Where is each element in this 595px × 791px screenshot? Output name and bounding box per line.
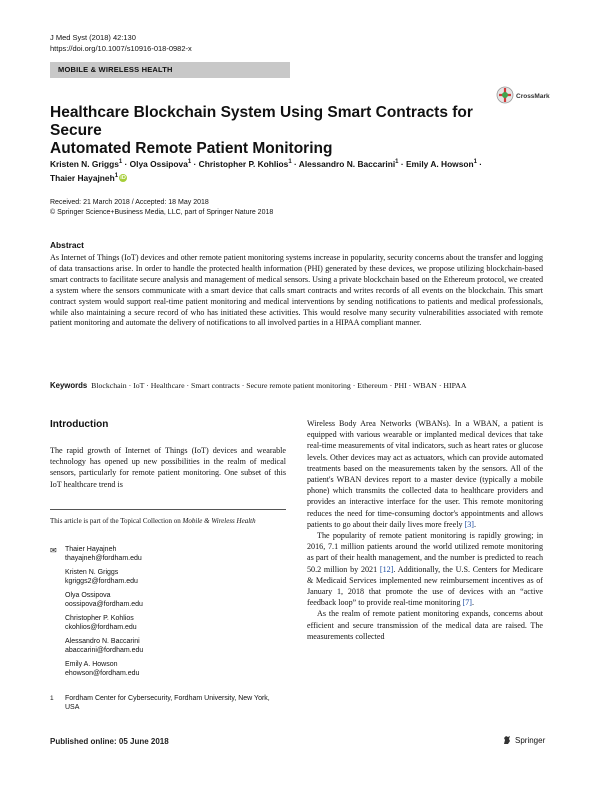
contact-item: Christopher P. Kohlios ckohlios@fordham.edu	[65, 615, 137, 631]
email-icon: ✉	[50, 546, 57, 555]
section-band	[50, 62, 290, 78]
contact-item: Alessandro N. Baccarini abaccarini@fordham.edu	[65, 638, 144, 654]
author[interactable]: Thaier Hayajneh$^1$	[50, 172, 119, 183]
introduction-heading: Introduction	[50, 419, 109, 430]
crossmark-logo[interactable]	[496, 84, 556, 106]
journal-citation: J Med Syst (2018) 42:130	[50, 33, 136, 42]
paragraph: Wireless Body Area Networks (WBANs). In a WBAN, a patient is equipped with various wearable or implanted medical devices that take real-time measurements of vital indicators, such as heart rates or glucose levels. Other devices may act as actuators, which can provide automated treatments based on the measurements taken by the sensors. All of the patient's WBAN devices report to a master device (typically a mobile phone) which transmits the collected data to healthcare providers and provides an interactive interface for the user. This remote monitoring reduces the need for time-consuming doctor's appointments and allows patients to go about their daily lives more freely [3].	[307, 419, 543, 529]
author[interactable]: Christopher P. Kohlios$^1$	[198, 158, 292, 169]
keywords-list: Blockchain · IoT · Healthcare · Smart contracts · Secure remote patient monitoring · Ethereum · PHI · WBAN · HIPAA	[91, 381, 467, 390]
citation-link[interactable]: [3]	[464, 519, 474, 529]
right-column	[307, 418, 543, 642]
abstract-heading: Abstract	[50, 240, 84, 250]
contact-item: Kristen N. Griggs kgriggs2@fordham.edu	[65, 569, 138, 585]
left-column	[50, 445, 286, 490]
topical-collection-note: This article is part of the Topical Collection on Mobile & Wireless Health	[50, 517, 256, 525]
article-dates	[50, 198, 273, 218]
author[interactable]: Emily A. Howson$^1$	[405, 158, 477, 169]
received-accepted: Received: 21 March 2018 / Accepted: 18 May 2018	[50, 199, 209, 206]
contact-item: Emily A. Howson ehowson@fordham.edu	[65, 661, 140, 677]
paragraph: The popularity of remote patient monitoring is rapidly growing; in 2016, 7.1 million patients around the world utilized remote monitoring as part of their health management, and the number is predicted to reach 50.2 million by 2021 [12]. Additionally, the U.S. Centers for Medicare & Medicaid Services implemented new reimbursement incentives as of January 1, 2018 that promote the use of devices with an “active feedback loop” to provide real-time monitoring [7].	[307, 531, 543, 608]
author-list: Kristen N. Griggs$^1$ · Olya Ossipova$^1$ · Christopher P. Kohlios$^1$ · Alessandro N. Baccarini$^1$ · Emily A. Howson$^1$ · Thaier Hayajneh$^1$ iD	[50, 158, 483, 183]
published-online: Published online: 05 June 2018	[50, 737, 169, 746]
abstract-text: As Internet of Things (IoT) devices and other remote patient monitoring systems increase in popularity, security concerns about the transfer and logging of data transactions arise. In order to handle the protected health information (PHI) generated by these devices, we propose utilizing blockchain-based smart contracts to facilitate secure analysis and management of medical sensors. Using a private blockchain based on the Ethereum protocol, we created a system where the sensors communicate with a smart device that calls smart contracts and writes records of all events on the blockchain. This smart contract system would support real-time patient monitoring and medical interventions by sending notifications to patients and medical professionals, while also maintaining a secure record of who has initiated these activities. This would resolve many security vulnerabilities associated with remote patient monitoring and automate the delivery of notifications to all involved parties in a HIPAA compliant manner.	[50, 253, 543, 328]
author[interactable]: Olya Ossipova$^1$	[129, 158, 192, 169]
copyright: © Springer Science+Business Media, LLC, part of Springer Nature 2018	[50, 209, 274, 216]
publisher-logo	[502, 735, 545, 745]
publisher-name: Springer	[515, 735, 546, 745]
crossmark-text: CrossMark	[516, 93, 550, 100]
crossmark-icon	[496, 84, 556, 106]
author[interactable]: Alessandro N. Baccarini$^1$	[298, 158, 399, 169]
citation-link[interactable]: [7]	[462, 598, 472, 608]
keywords-label: Keywords	[50, 381, 88, 390]
affiliation-text: Fordham Center for Cybersecurity, Fordham University, New York, USA	[65, 695, 270, 711]
paragraph: The rapid growth of Internet of Things (IoT) devices and wearable technology has opened up new possibilities in the realm of medical sensors, particularly for remote patient monitoring. One subset of this IoT healthcare trend is	[50, 446, 286, 489]
affiliation-number: 1	[50, 695, 54, 702]
email-link[interactable]: ckohlios@fordham.edu	[65, 624, 137, 631]
springer-horse-icon	[502, 735, 512, 745]
orcid-icon[interactable]: iD	[120, 175, 126, 182]
contact-item: Olya Ossipova oossipova@fordham.edu	[65, 592, 143, 608]
doi-link[interactable]: https://doi.org/10.1007/s10916-018-0982-x	[50, 44, 192, 53]
footnote-divider	[50, 509, 286, 510]
email-link[interactable]: oossipova@fordham.edu	[65, 601, 143, 608]
email-link[interactable]: abaccarini@fordham.edu	[65, 647, 144, 654]
section-label: MOBILE & WIRELESS HEALTH	[58, 65, 173, 74]
contact-item: Thaier Hayajneh thayajneh@fordham.edu	[65, 546, 142, 562]
running-header	[50, 32, 192, 54]
keywords	[50, 380, 543, 391]
paragraph: As the realm of remote patient monitoring expands, concerns about efficient and secure transmission of the medical data are raised. The measurements collected	[307, 609, 543, 641]
email-link[interactable]: thayajneh@fordham.edu	[65, 555, 142, 562]
article-title: Healthcare Blockchain System Using Smart Contracts for Secure Automated Remote Patient Monitoring	[50, 104, 473, 157]
email-link[interactable]: ehowson@fordham.edu	[65, 670, 140, 677]
email-link[interactable]: kgriggs2@fordham.edu	[65, 578, 138, 585]
author[interactable]: Kristen N. Griggs$^1$	[50, 158, 123, 169]
citation-link[interactable]: [12]	[379, 564, 394, 574]
